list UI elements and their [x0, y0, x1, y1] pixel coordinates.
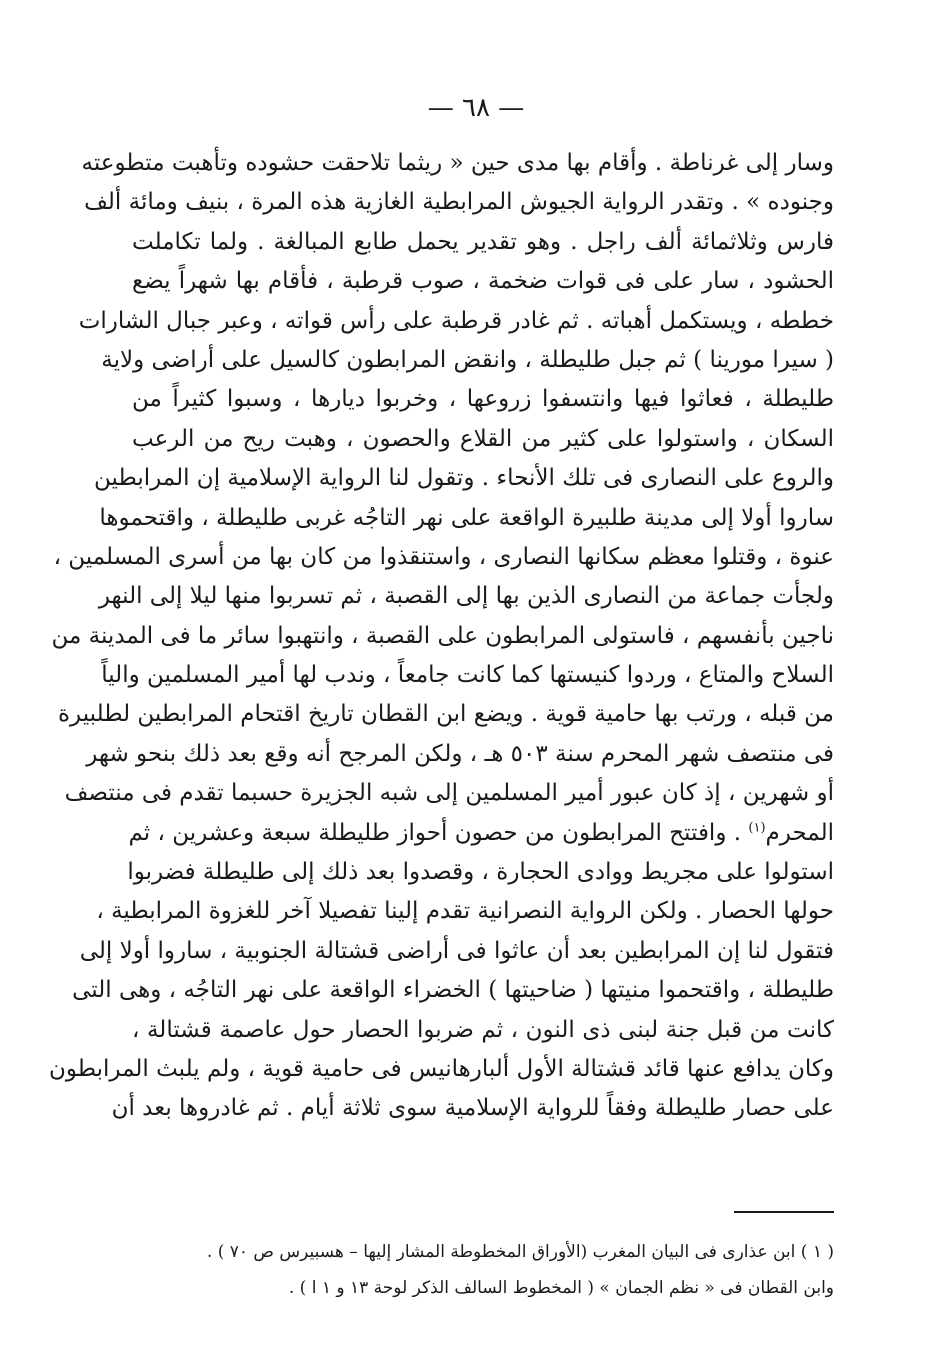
text-line: طليطلة ، فعاثوا فيها وانتسفوا زروعها ، وخربوا ديارها ، وسبوا كثيراً من [132, 386, 834, 413]
text-line: كانت من قبل جنة لبنى ذى النون ، ثم ضربوا الحصار حول عاصمة قشتالة ، [132, 1016, 834, 1043]
text-line: طليطلة ، واقتحموا منيتها ( ضاحيتها ) الخضراء الواقعة على نهر التاجُه ، وهى التى [72, 977, 834, 1004]
text-line: حولها الحصار . ولكن الرواية النصرانية تقدم إلينا تفصيلا آخر للغزوة المرابطية ، [96, 898, 834, 925]
text-line: فارس وثلاثمائة ألف راجل . وهو تقدير يحمل طابع المبالغة . ولما تكاملت [132, 228, 834, 255]
text-line: والروع على النصارى فى تلك الأنحاء . وتقول لنا الرواية الإسلامية إن المرابطين [94, 465, 834, 492]
text-line: ( سيرا مورينا ) ثم جبل طليطلة ، وانقض المرابطون كالسيل على أراضى ولاية [101, 346, 834, 373]
text-line: أو شهرين ، إذ كان عبور أمير المسلمين إلى شبه الجزيرة حسبما تقدم فى منتصف [64, 780, 834, 807]
body-text [48, 144, 834, 1129]
text-line: وجنوده » . وتقدر الرواية الجيوش المرابطية الغازية هذه المرة ، بنيف ومائة ألف [84, 189, 834, 216]
text-fragment: . وافتتح المرابطون من حصون أحواز طليطلة سبعة وعشرين ، ثم [128, 819, 749, 846]
text-line: الحشود ، سار على فى قوات ضخمة ، صوب قرطبة ، فأقام بها شهراً يضع [132, 268, 834, 295]
text-line: فى منتصف شهر المحرم سنة ٥٠٣ هـ ، ولكن المرجح أنه وقع بعد ذلك بنحو شهر [86, 740, 834, 767]
text-line: وسار إلى غرناطة . وأقام بها مدى حين « ريثما تلاحقت حشوده وتأهبت متطوعته [81, 150, 834, 176]
text-fragment: المحرم [765, 819, 834, 846]
text-line: على حصار طليطلة وفقاً للرواية الإسلامية سوى ثلاثة أيام . ثم غادروها بعد أن [111, 1095, 834, 1122]
text-line: السلاح والمتاع ، وردوا كنيستها كما كانت جامعاً ، وندب لها أمير المسلمين والياً [101, 662, 834, 689]
text-line-with-footnote-ref [128, 814, 834, 853]
text-line: السكان ، واستولوا على كثير من القلاع والحصون ، وهبت ريح من الرعب [132, 425, 834, 452]
footnote-line: وابن القطان فى « نظم الجمان » ( المخطوط السالف الذكر لوحة ١٣ و ١ ا ) . [288, 1278, 834, 1298]
text-line: ولجأت جماعة من النصارى الذين بها إلى القصبة ، ثم تسربوا منها ليلا إلى النهر [98, 583, 834, 610]
page-number: — ٦٨ — [427, 93, 525, 123]
footnote-reference: (١) [748, 819, 766, 835]
footnote-divider [734, 1211, 834, 1213]
text-line: ناجين بأنفسهم ، فاستولى المرابطون على القصبة ، وانتهبوا سائر ما فى المدينة من [51, 622, 834, 649]
text-line: عنوة ، وقتلوا معظم سكانها النصارى ، واستنقذوا من كان بها من أسرى المسلمين ، [53, 543, 834, 570]
footnote-line: ( ١ ) ابن عذارى فى البيان المغرب (الأوراق المخطوطة المشار إليها – هسبيرس ص ٧٠ ) . [206, 1242, 834, 1262]
footnotes [132, 1234, 834, 1306]
text-line: وكان يدافع عنها قائد قشتالة الأول ألبارهانيس فى حامية قوية ، ولم يلبث المرابطون [48, 1055, 834, 1082]
text-line: ساروا أولا إلى مدينة طلبيرة الواقعة على نهر التاجُه غربى طليطلة ، واقتحموها [99, 504, 834, 531]
text-line: فتقول لنا إن المرابطين بعد أن عاثوا فى أراضى قشتالة الجنوبية ، ساروا أولا إلى [79, 937, 834, 964]
text-line: خططه ، ويستكمل أهباته . ثم غادر قرطبة على رأس قواته ، وعبر جبال الشارات [78, 307, 834, 334]
text-line: من قبله ، ورتب بها حامية قوية . ويضع ابن القطان تاريخ اقتحام المرابطين لطلبيرة [57, 701, 834, 728]
text-line: استولوا على مجريط ووادى الحجارة ، وقصدوا بعد ذلك إلى طليطلة فضربوا [127, 859, 834, 886]
